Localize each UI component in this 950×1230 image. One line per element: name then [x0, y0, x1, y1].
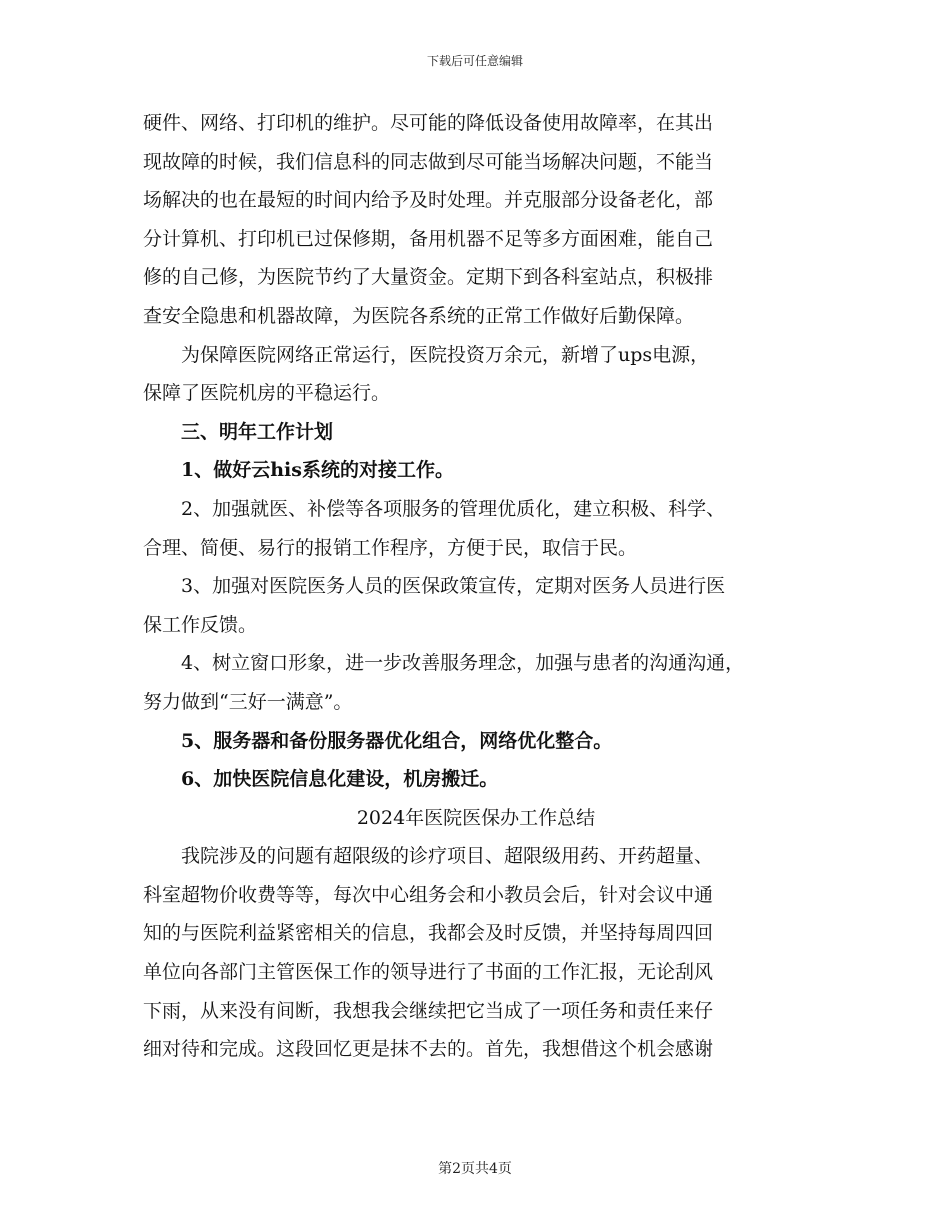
text-line: 硬件、网络、打印机的维护。尽可能的降低设备使用故障率，在其出	[143, 112, 714, 134]
text-line: 细对待和完成。这段回忆更是抹不去的。首先，我想借这个机会感谢	[143, 1038, 714, 1061]
section-heading: 三、明年工作计划	[181, 420, 334, 443]
text-line: 努力做到“三好一满意”。	[143, 690, 353, 713]
text-line: 为保障医院网络正常运行，医院投资万余元，新增了ups电源，	[181, 343, 710, 366]
plan-item: 3、加强对医院医务人员的医保政策宣传，定期对医务人员进行医	[181, 575, 726, 598]
text-line: 现故障的时候，我们信息科的同志做到尽可能当场解决问题，不能当	[143, 150, 714, 173]
text-line: 分计算机、打印机已过保修期，备用机器不足等多方面困难，能自己	[143, 227, 714, 250]
page-header-note: 下载后可任意编辑	[426, 54, 523, 68]
text-line: 查安全隐患和机器故障，为医院各系统的正常工作做好后勤保障。	[143, 304, 695, 327]
text-line: 下雨，从来没有间断，我想我会继续把它当成了一项任务和责任来仔	[143, 999, 714, 1022]
text-line: 科室超物价收费等等，每次中心组务会和小教员会后，针对会议中通	[143, 883, 714, 906]
document-body	[143, 104, 823, 1069]
plan-item: 6、加快医院信息化建设，机房搬迁。	[181, 768, 499, 791]
plan-item: 4、树立窗口形象，进一步改善服务理念，加强与患者的沟通沟通，	[181, 652, 745, 675]
text-line: 知的与医院利益紧密相关的信息，我都会及时反馈，并坚持每周四回	[143, 922, 714, 945]
plan-item: 5、服务器和备份服务器优化组合，网络优化整合。	[181, 729, 613, 752]
plan-item: 1、做好云his系统的对接工作。	[181, 459, 454, 482]
document-title: 2024年医院医保办工作总结	[356, 806, 596, 829]
text-line: 单位向各部门主管医保工作的领导进行了书面的工作汇报，无论刮风	[143, 961, 714, 984]
text-line: 保工作反馈。	[143, 613, 258, 636]
text-line: 我院涉及的问题有超限级的诊疗项目、超限级用药、开药超量、	[181, 845, 714, 868]
plan-item: 2、加强就医、补偿等各项服务的管理优质化，建立积极、科学、	[181, 497, 726, 520]
text-line: 场解决的也在最短的时间内给予及时处理。并克服部分设备老化，部	[143, 189, 714, 212]
page-number: 第2页共4页	[438, 1161, 512, 1177]
text-line: 保障了医院机房的平稳运行。	[143, 382, 391, 405]
text-line: 合理、简便、易行的报销工作程序，方便于民，取信于民。	[143, 536, 638, 559]
text-line: 修的自己修，为医院节约了大量资金。定期下到各科室站点，积极排	[143, 266, 714, 289]
